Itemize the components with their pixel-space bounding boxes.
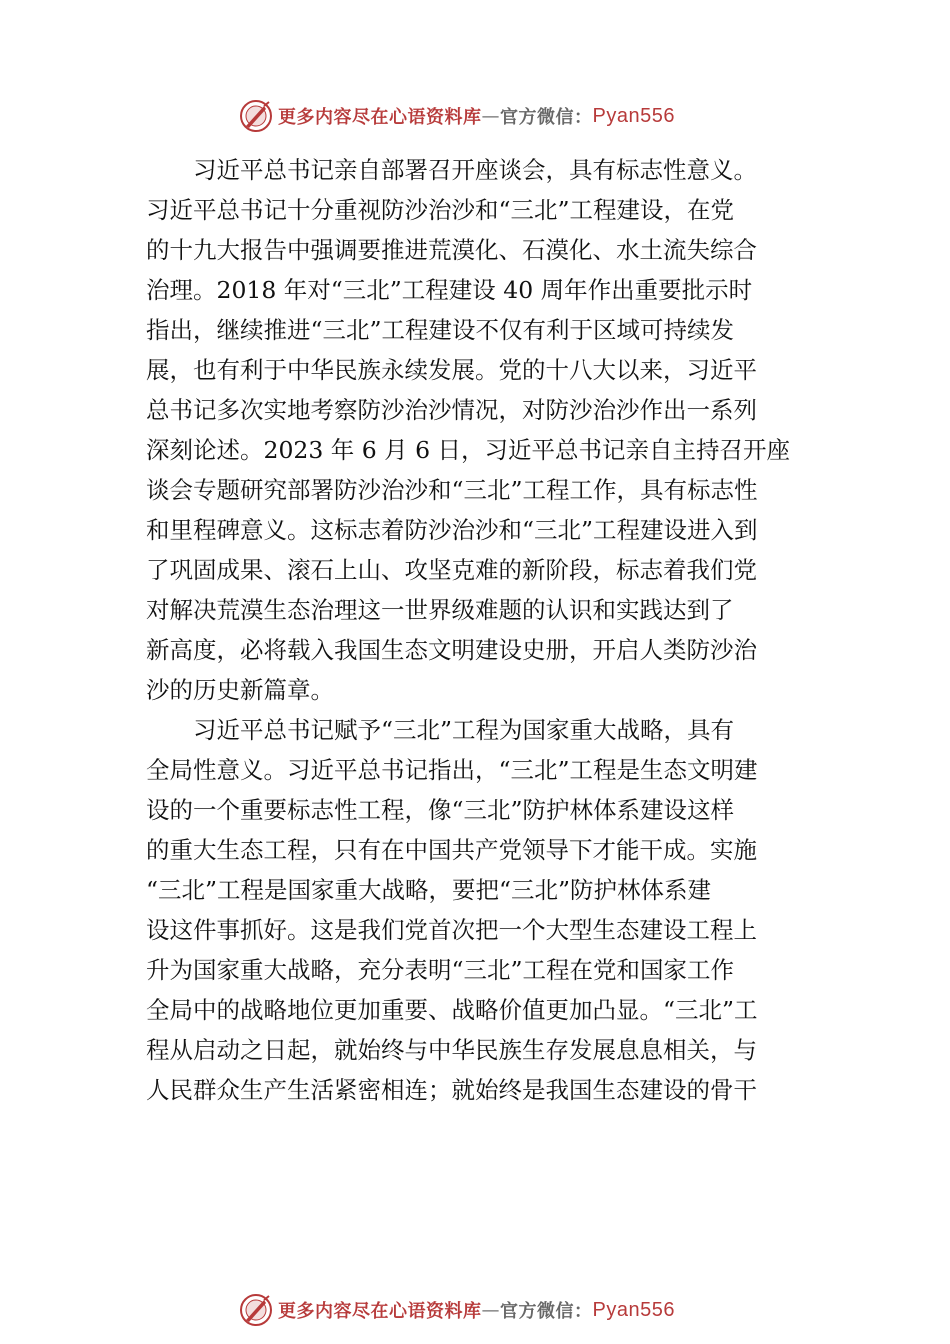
text-line: 习近平总书记十分重视防沙治沙和“三北”工程建设，在党 xyxy=(146,196,735,224)
text-line: 的十九大报告中强调要推进荒漠化、石漠化、水土流失综合 xyxy=(146,236,757,264)
text-line: 沙的历史新篇章。 xyxy=(146,676,334,704)
text-line: 程从启动之日起，就始终与中华民族生存发展息息相关，与 xyxy=(146,1036,757,1064)
header-dash: — xyxy=(481,105,500,127)
text-line: 设这件事抓好。这是我们党首次把一个大型生态建设工程上 xyxy=(146,916,757,944)
text-line: 展，也有利于中华民族永续发展。党的十八大以来，习近平 xyxy=(146,356,757,384)
document-body xyxy=(146,150,814,1110)
text-line: 指出，继续推进“三北”工程建设不仅有利于区域可持续发 xyxy=(146,316,735,344)
text-line: 设的一个重要标志性工程，像“三北”防护林体系建设这样 xyxy=(146,796,735,824)
footer-banner xyxy=(238,1290,675,1330)
text-line: 了巩固成果、滚石上山、攻坚克难的新阶段，标志着我们党 xyxy=(146,556,757,584)
header-banner xyxy=(238,96,675,136)
quill-seal-logo-icon xyxy=(238,98,274,134)
text-line: 人民群众生产生活紧密相连；就始终是我国生态建设的骨干 xyxy=(146,1076,757,1104)
text-line: 全局中的战略地位更加重要、战略价值更加凸显。“三北”工 xyxy=(146,996,758,1024)
text-line: 习近平总书记亲自部署召开座谈会，具有标志性意义。 xyxy=(193,156,757,184)
text-line: “三北”工程是国家重大战略，要把“三北”防护林体系建 xyxy=(146,876,712,904)
text-line: 治理。2018 年对“三北”工程建设 40 周年作出重要批示时 xyxy=(146,276,753,304)
header-site-name: 更多内容尽在心语资料库 xyxy=(278,107,482,128)
text-line: 习近平总书记赋予“三北”工程为国家重大战略，具有 xyxy=(193,716,735,744)
text-line: 对解决荒漠生态治理这一世界级难题的认识和实践达到了 xyxy=(146,596,734,624)
text-line: 谈会专题研究部署防沙治沙和“三北”工程工作，具有标志性 xyxy=(146,476,758,504)
text-line: 和里程碑意义。这标志着防沙治沙和“三北”工程建设进入到 xyxy=(146,516,758,544)
footer-wechat-label: 官方微信： xyxy=(500,1301,593,1322)
text-line: 的重大生态工程，只有在中国共产党领导下才能干成。实施 xyxy=(146,836,757,864)
text-line: 升为国家重大战略，充分表明“三北”工程在党和国家工作 xyxy=(146,956,735,984)
footer-wechat-id: Pyan556 xyxy=(592,1298,675,1321)
text-line: 总书记多次实地考察防沙治沙情况，对防沙治沙作出一系列 xyxy=(146,396,757,424)
text-line: 新高度，必将载入我国生态文明建设史册，开启人类防沙治 xyxy=(146,636,757,664)
footer-dash: — xyxy=(481,1299,500,1321)
quill-seal-logo-icon xyxy=(238,1292,274,1328)
footer-site-name: 更多内容尽在心语资料库 xyxy=(278,1301,482,1322)
header-wechat-label: 官方微信： xyxy=(500,107,593,128)
text-line: 深刻论述。2023 年 6 月 6 日，习近平总书记亲自主持召开座 xyxy=(146,436,791,464)
header-wechat-id: Pyan556 xyxy=(592,104,675,127)
text-line: 全局性意义。习近平总书记指出，“三北”工程是生态文明建 xyxy=(146,756,758,784)
